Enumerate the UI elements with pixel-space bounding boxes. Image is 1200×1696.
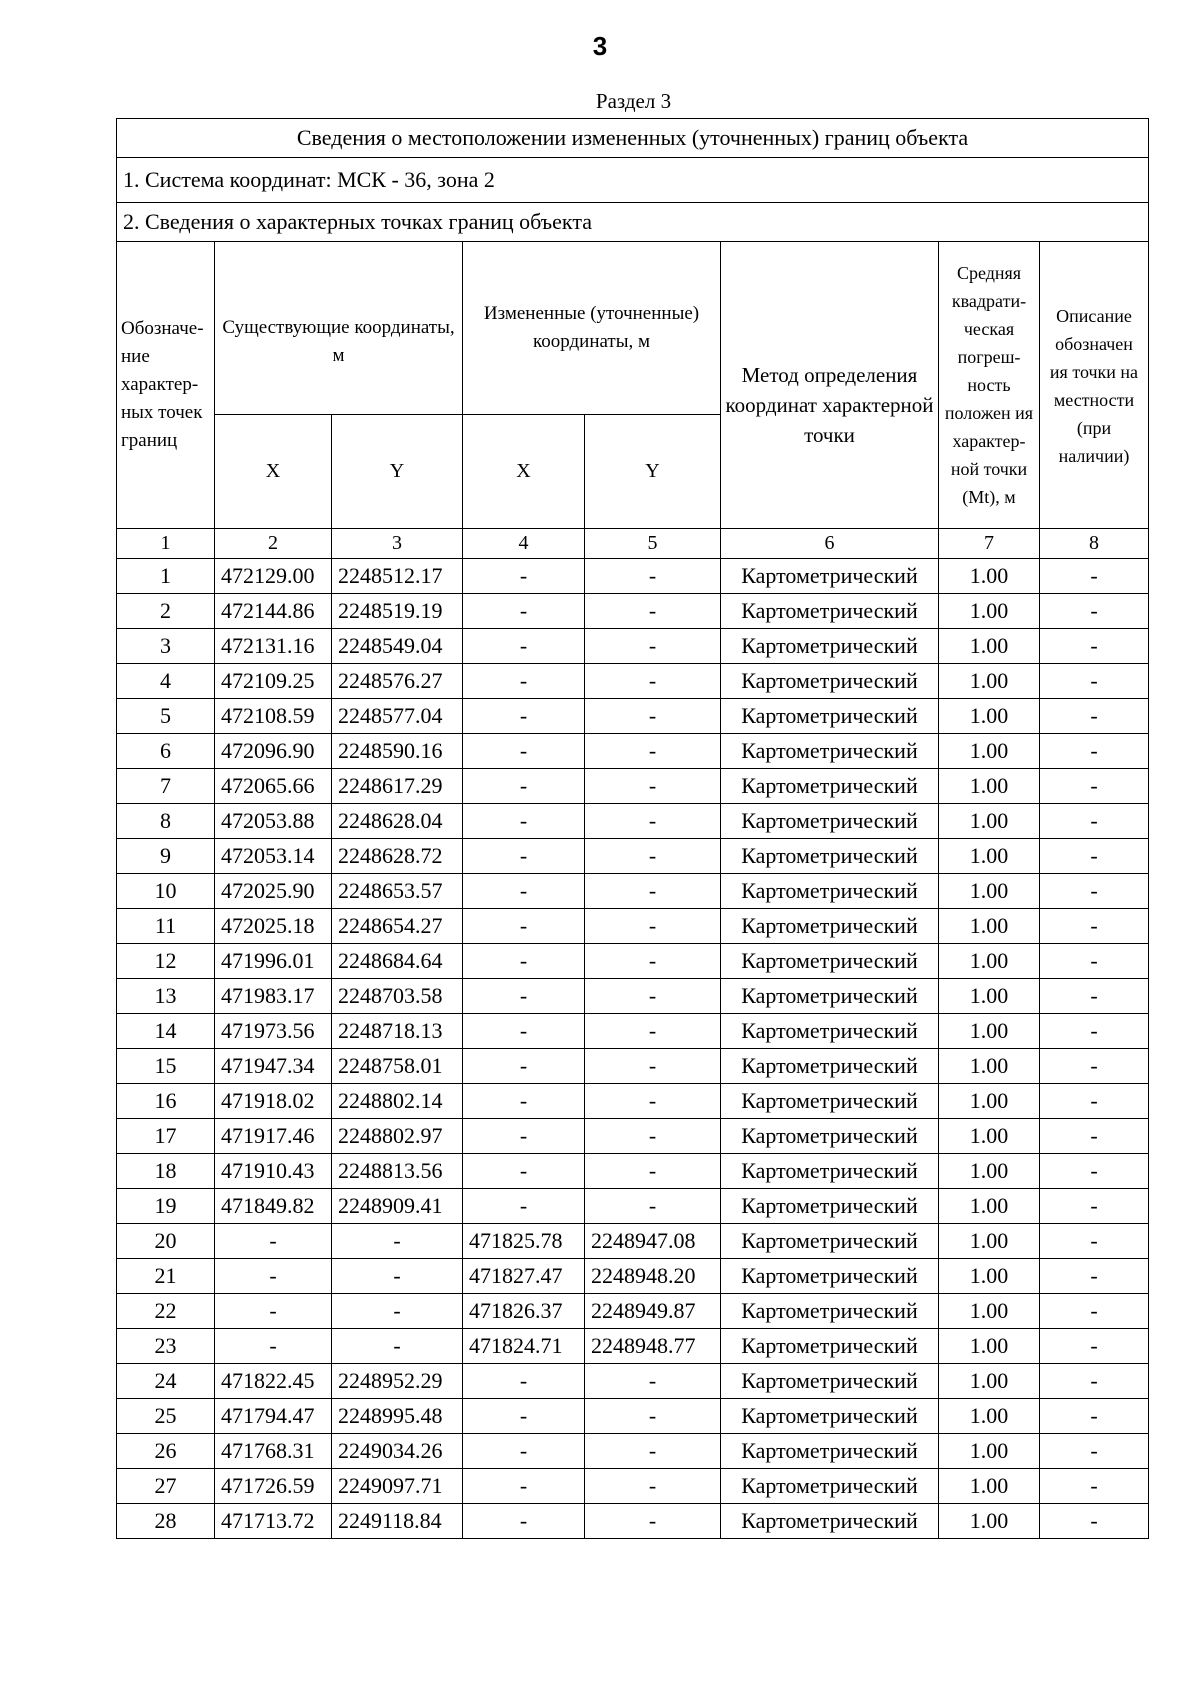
changed-y-cell: -	[585, 909, 721, 944]
existing-x-cell: 471918.02	[215, 1084, 332, 1119]
changed-y-cell: -	[585, 1399, 721, 1434]
header-method: Метод определения координат характерной точки	[721, 242, 939, 529]
changed-x-cell: -	[463, 804, 585, 839]
existing-y-cell: 2248519.19	[332, 594, 463, 629]
point-number-cell: 20	[117, 1224, 215, 1259]
changed-x-cell: -	[463, 664, 585, 699]
description-cell: -	[1040, 559, 1149, 594]
existing-x-cell: 471726.59	[215, 1469, 332, 1504]
point-number-cell: 19	[117, 1189, 215, 1224]
changed-x-cell: -	[463, 839, 585, 874]
changed-y-cell: -	[585, 839, 721, 874]
table-row	[117, 1329, 1149, 1364]
existing-x-cell: 471947.34	[215, 1049, 332, 1084]
changed-y-cell: -	[585, 1084, 721, 1119]
existing-x-cell: 471996.01	[215, 944, 332, 979]
mean-square-error-cell: 1.00	[939, 664, 1040, 699]
existing-x-cell: -	[215, 1224, 332, 1259]
description-cell: -	[1040, 1504, 1149, 1539]
column-number-row	[117, 529, 1149, 559]
method-cell: Картометрический	[721, 699, 939, 734]
existing-y-cell: 2248813.56	[332, 1154, 463, 1189]
changed-x-cell: -	[463, 1014, 585, 1049]
description-cell: -	[1040, 1084, 1149, 1119]
mean-square-error-cell: 1.00	[939, 1434, 1040, 1469]
existing-y-cell: 2248802.97	[332, 1119, 463, 1154]
table-row	[117, 1154, 1149, 1189]
table-row	[117, 1434, 1149, 1469]
mean-square-error-cell: 1.00	[939, 1364, 1040, 1399]
changed-y-cell: -	[585, 1049, 721, 1084]
description-cell: -	[1040, 664, 1149, 699]
table-row	[117, 1294, 1149, 1329]
changed-x-cell: -	[463, 1434, 585, 1469]
table-row	[117, 1014, 1149, 1049]
method-cell: Картометрический	[721, 1154, 939, 1189]
existing-x-cell: -	[215, 1294, 332, 1329]
description-cell: -	[1040, 1294, 1149, 1329]
existing-x-cell: 471983.17	[215, 979, 332, 1014]
changed-y-cell: 2248947.08	[585, 1224, 721, 1259]
description-cell: -	[1040, 769, 1149, 804]
header-existing-y: Y	[332, 415, 463, 529]
header-description: Описание обозначен ия точки на местности (при наличии)	[1040, 242, 1149, 529]
mean-square-error-cell: 1.00	[939, 1294, 1040, 1329]
mean-square-error-cell: 1.00	[939, 1119, 1040, 1154]
existing-y-cell: 2249034.26	[332, 1434, 463, 1469]
description-cell: -	[1040, 1259, 1149, 1294]
table-row	[117, 1504, 1149, 1539]
existing-x-cell: 471910.43	[215, 1154, 332, 1189]
table-row	[117, 839, 1149, 874]
changed-y-cell: -	[585, 1469, 721, 1504]
description-cell: -	[1040, 734, 1149, 769]
point-number-cell: 18	[117, 1154, 215, 1189]
existing-x-cell: 472025.18	[215, 909, 332, 944]
changed-y-cell: -	[585, 874, 721, 909]
description-cell: -	[1040, 1469, 1149, 1504]
mean-square-error-cell: 1.00	[939, 979, 1040, 1014]
existing-x-cell: 471794.47	[215, 1399, 332, 1434]
changed-y-cell: -	[585, 944, 721, 979]
existing-y-cell: 2248995.48	[332, 1399, 463, 1434]
point-number-cell: 26	[117, 1434, 215, 1469]
existing-x-cell: 472131.16	[215, 629, 332, 664]
method-cell: Картометрический	[721, 839, 939, 874]
method-cell: Картометрический	[721, 1259, 939, 1294]
column-number: 3	[332, 529, 463, 559]
existing-y-cell: 2248654.27	[332, 909, 463, 944]
existing-x-cell: 472025.90	[215, 874, 332, 909]
header-changed-coordinates: Измененные (уточненные) координаты, м	[463, 242, 721, 415]
column-number: 1	[117, 529, 215, 559]
description-cell: -	[1040, 699, 1149, 734]
table-row	[117, 594, 1149, 629]
method-cell: Картометрический	[721, 909, 939, 944]
changed-x-cell: -	[463, 1049, 585, 1084]
column-number: 2	[215, 529, 332, 559]
header-existing-coordinates: Существующие координаты, м	[215, 242, 463, 415]
changed-y-cell: -	[585, 979, 721, 1014]
existing-y-cell: 2248549.04	[332, 629, 463, 664]
mean-square-error-cell: 1.00	[939, 909, 1040, 944]
existing-y-cell: 2248758.01	[332, 1049, 463, 1084]
existing-x-cell: 472053.14	[215, 839, 332, 874]
column-number: 6	[721, 529, 939, 559]
changed-y-cell: -	[585, 1119, 721, 1154]
mean-square-error-cell: 1.00	[939, 1084, 1040, 1119]
changed-y-cell: -	[585, 1504, 721, 1539]
existing-y-cell: 2248617.29	[332, 769, 463, 804]
existing-x-cell: 471917.46	[215, 1119, 332, 1154]
point-number-cell: 17	[117, 1119, 215, 1154]
changed-x-cell: -	[463, 874, 585, 909]
point-number-cell: 10	[117, 874, 215, 909]
point-number-cell: 24	[117, 1364, 215, 1399]
description-cell: -	[1040, 909, 1149, 944]
method-cell: Картометрический	[721, 1504, 939, 1539]
method-cell: Картометрический	[721, 1014, 939, 1049]
existing-y-cell: -	[332, 1294, 463, 1329]
mean-square-error-cell: 1.00	[939, 1504, 1040, 1539]
method-cell: Картометрический	[721, 944, 939, 979]
method-cell: Картометрический	[721, 1049, 939, 1084]
table-row	[117, 874, 1149, 909]
point-number-cell: 6	[117, 734, 215, 769]
method-cell: Картометрический	[721, 559, 939, 594]
existing-y-cell: 2248653.57	[332, 874, 463, 909]
existing-y-cell: 2248909.41	[332, 1189, 463, 1224]
point-number-cell: 1	[117, 559, 215, 594]
description-cell: -	[1040, 839, 1149, 874]
changed-x-cell: -	[463, 1154, 585, 1189]
method-cell: Картометрический	[721, 979, 939, 1014]
page-number: 3	[592, 31, 608, 61]
point-number-cell: 13	[117, 979, 215, 1014]
column-number: 8	[1040, 529, 1149, 559]
mean-square-error-cell: 1.00	[939, 629, 1040, 664]
mean-square-error-cell: 1.00	[939, 769, 1040, 804]
mean-square-error-cell: 1.00	[939, 1154, 1040, 1189]
point-number-cell: 23	[117, 1329, 215, 1364]
existing-y-cell: 2248628.72	[332, 839, 463, 874]
changed-y-cell: -	[585, 699, 721, 734]
method-cell: Картометрический	[721, 1119, 939, 1154]
table-row	[117, 699, 1149, 734]
changed-x-cell: 471826.37	[463, 1294, 585, 1329]
existing-y-cell: 2248628.04	[332, 804, 463, 839]
existing-x-cell: -	[215, 1329, 332, 1364]
mean-square-error-cell: 1.00	[939, 1329, 1040, 1364]
existing-y-cell: 2248577.04	[332, 699, 463, 734]
method-cell: Картометрический	[721, 1399, 939, 1434]
existing-x-cell: 472129.00	[215, 559, 332, 594]
changed-x-cell: -	[463, 1084, 585, 1119]
table-row	[117, 734, 1149, 769]
table-row	[117, 629, 1149, 664]
description-cell: -	[1040, 1434, 1149, 1469]
point-number-cell: 16	[117, 1084, 215, 1119]
mean-square-error-cell: 1.00	[939, 944, 1040, 979]
changed-y-cell: -	[585, 1189, 721, 1224]
method-cell: Картометрический	[721, 1469, 939, 1504]
point-number-cell: 2	[117, 594, 215, 629]
point-number-cell: 22	[117, 1294, 215, 1329]
table-row	[117, 1364, 1149, 1399]
changed-x-cell: -	[463, 734, 585, 769]
existing-y-cell: -	[332, 1224, 463, 1259]
changed-x-cell: -	[463, 1469, 585, 1504]
method-cell: Картометрический	[721, 874, 939, 909]
existing-y-cell: -	[332, 1259, 463, 1294]
table-row	[117, 769, 1149, 804]
point-number-cell: 21	[117, 1259, 215, 1294]
column-number: 5	[585, 529, 721, 559]
table-row	[117, 559, 1149, 594]
table-row	[117, 909, 1149, 944]
mean-square-error-cell: 1.00	[939, 1189, 1040, 1224]
existing-x-cell: 471973.56	[215, 1014, 332, 1049]
changed-y-cell: -	[585, 664, 721, 699]
column-number: 7	[939, 529, 1040, 559]
changed-x-cell: -	[463, 1364, 585, 1399]
changed-x-cell: -	[463, 979, 585, 1014]
mean-square-error-cell: 1.00	[939, 839, 1040, 874]
table-row	[117, 1224, 1149, 1259]
existing-y-cell: 2248703.58	[332, 979, 463, 1014]
point-number-cell: 5	[117, 699, 215, 734]
existing-x-cell: 472096.90	[215, 734, 332, 769]
mean-square-error-cell: 1.00	[939, 874, 1040, 909]
table-row	[117, 1189, 1149, 1224]
method-cell: Картометрический	[721, 1294, 939, 1329]
description-cell: -	[1040, 1049, 1149, 1084]
changed-y-cell: 2248949.87	[585, 1294, 721, 1329]
existing-y-cell: -	[332, 1329, 463, 1364]
table-row	[117, 1259, 1149, 1294]
changed-x-cell: -	[463, 909, 585, 944]
point-number-cell: 15	[117, 1049, 215, 1084]
existing-y-cell: 2248718.13	[332, 1014, 463, 1049]
changed-y-cell: -	[585, 629, 721, 664]
table-row	[117, 979, 1149, 1014]
description-cell: -	[1040, 804, 1149, 839]
existing-y-cell: 2248590.16	[332, 734, 463, 769]
existing-x-cell: 471822.45	[215, 1364, 332, 1399]
mean-square-error-cell: 1.00	[939, 1469, 1040, 1504]
existing-x-cell: 472109.25	[215, 664, 332, 699]
changed-x-cell: -	[463, 629, 585, 664]
changed-x-cell: -	[463, 769, 585, 804]
mean-square-error-cell: 1.00	[939, 734, 1040, 769]
mean-square-error-cell: 1.00	[939, 1399, 1040, 1434]
table-row	[117, 1084, 1149, 1119]
existing-y-cell: 2249118.84	[332, 1504, 463, 1539]
header-changed-x: X	[463, 415, 585, 529]
header-mean-square-error: Средняя квадрати-ческая погреш-ность положен ия характер-ной точки (Mt), м	[939, 242, 1040, 529]
mean-square-error-cell: 1.00	[939, 699, 1040, 734]
method-cell: Картометрический	[721, 629, 939, 664]
boundary-points-table	[116, 118, 1149, 1539]
changed-y-cell: -	[585, 804, 721, 839]
column-number: 4	[463, 529, 585, 559]
table-row	[117, 944, 1149, 979]
changed-x-cell: 471827.47	[463, 1259, 585, 1294]
changed-y-cell: -	[585, 1434, 721, 1469]
point-number-cell: 7	[117, 769, 215, 804]
changed-y-cell: -	[585, 594, 721, 629]
method-cell: Картометрический	[721, 1189, 939, 1224]
coordinate-system: 1. Система координат: МСК - 36, зона 2	[117, 158, 1149, 203]
table-row	[117, 804, 1149, 839]
description-cell: -	[1040, 594, 1149, 629]
header-existing-x: X	[215, 415, 332, 529]
method-cell: Картометрический	[721, 1329, 939, 1364]
description-cell: -	[1040, 1154, 1149, 1189]
existing-y-cell: 2248802.14	[332, 1084, 463, 1119]
description-cell: -	[1040, 1119, 1149, 1154]
description-cell: -	[1040, 1329, 1149, 1364]
changed-x-cell: -	[463, 1119, 585, 1154]
section-label: Раздел 3	[595, 89, 672, 113]
existing-y-cell: 2248576.27	[332, 664, 463, 699]
changed-x-cell: -	[463, 559, 585, 594]
point-number-cell: 27	[117, 1469, 215, 1504]
existing-x-cell: 472144.86	[215, 594, 332, 629]
existing-y-cell: 2248684.64	[332, 944, 463, 979]
changed-y-cell: -	[585, 1364, 721, 1399]
changed-y-cell: 2248948.20	[585, 1259, 721, 1294]
changed-x-cell: 471824.71	[463, 1329, 585, 1364]
existing-x-cell: 471768.31	[215, 1434, 332, 1469]
method-cell: Картометрический	[721, 1434, 939, 1469]
existing-x-cell: 471713.72	[215, 1504, 332, 1539]
description-cell: -	[1040, 1189, 1149, 1224]
changed-y-cell: -	[585, 769, 721, 804]
point-number-cell: 4	[117, 664, 215, 699]
description-cell: -	[1040, 1399, 1149, 1434]
point-number-cell: 9	[117, 839, 215, 874]
description-cell: -	[1040, 629, 1149, 664]
mean-square-error-cell: 1.00	[939, 594, 1040, 629]
points-heading: 2. Сведения о характерных точках границ объекта	[117, 203, 1149, 242]
method-cell: Картометрический	[721, 664, 939, 699]
point-number-cell: 28	[117, 1504, 215, 1539]
existing-x-cell: 471849.82	[215, 1189, 332, 1224]
changed-y-cell: -	[585, 734, 721, 769]
existing-y-cell: 2249097.71	[332, 1469, 463, 1504]
mean-square-error-cell: 1.00	[939, 1224, 1040, 1259]
method-cell: Картометрический	[721, 1224, 939, 1259]
point-number-cell: 14	[117, 1014, 215, 1049]
changed-y-cell: -	[585, 559, 721, 594]
table-row	[117, 664, 1149, 699]
description-cell: -	[1040, 944, 1149, 979]
point-number-cell: 25	[117, 1399, 215, 1434]
table-row	[117, 1399, 1149, 1434]
point-number-cell: 8	[117, 804, 215, 839]
method-cell: Картометрический	[721, 804, 939, 839]
mean-square-error-cell: 1.00	[939, 1259, 1040, 1294]
description-cell: -	[1040, 1224, 1149, 1259]
method-cell: Картометрический	[721, 1084, 939, 1119]
changed-x-cell: -	[463, 594, 585, 629]
changed-y-cell: -	[585, 1154, 721, 1189]
table-row	[117, 1049, 1149, 1084]
method-cell: Картометрический	[721, 769, 939, 804]
mean-square-error-cell: 1.00	[939, 1049, 1040, 1084]
point-number-cell: 12	[117, 944, 215, 979]
table-title: Сведения о местоположении измененных (уточненных) границ объекта	[117, 119, 1149, 158]
existing-x-cell: -	[215, 1259, 332, 1294]
changed-x-cell: -	[463, 699, 585, 734]
existing-y-cell: 2248512.17	[332, 559, 463, 594]
method-cell: Картометрический	[721, 594, 939, 629]
changed-y-cell: 2248948.77	[585, 1329, 721, 1364]
header-changed-y: Y	[585, 415, 721, 529]
mean-square-error-cell: 1.00	[939, 804, 1040, 839]
description-cell: -	[1040, 979, 1149, 1014]
mean-square-error-cell: 1.00	[939, 1014, 1040, 1049]
method-cell: Картометрический	[721, 734, 939, 769]
changed-x-cell: 471825.78	[463, 1224, 585, 1259]
table-row	[117, 1469, 1149, 1504]
point-number-cell: 11	[117, 909, 215, 944]
changed-x-cell: -	[463, 1504, 585, 1539]
point-number-cell: 3	[117, 629, 215, 664]
existing-x-cell: 472108.59	[215, 699, 332, 734]
description-cell: -	[1040, 1014, 1149, 1049]
table-row	[117, 1119, 1149, 1154]
description-cell: -	[1040, 874, 1149, 909]
changed-y-cell: -	[585, 1014, 721, 1049]
existing-y-cell: 2248952.29	[332, 1364, 463, 1399]
existing-x-cell: 472065.66	[215, 769, 332, 804]
existing-x-cell: 472053.88	[215, 804, 332, 839]
changed-x-cell: -	[463, 1189, 585, 1224]
changed-x-cell: -	[463, 1399, 585, 1434]
changed-x-cell: -	[463, 944, 585, 979]
header-point-designation: Обозначе-ние характер-ных точек границ	[117, 242, 215, 529]
mean-square-error-cell: 1.00	[939, 559, 1040, 594]
description-cell: -	[1040, 1364, 1149, 1399]
method-cell: Картометрический	[721, 1364, 939, 1399]
